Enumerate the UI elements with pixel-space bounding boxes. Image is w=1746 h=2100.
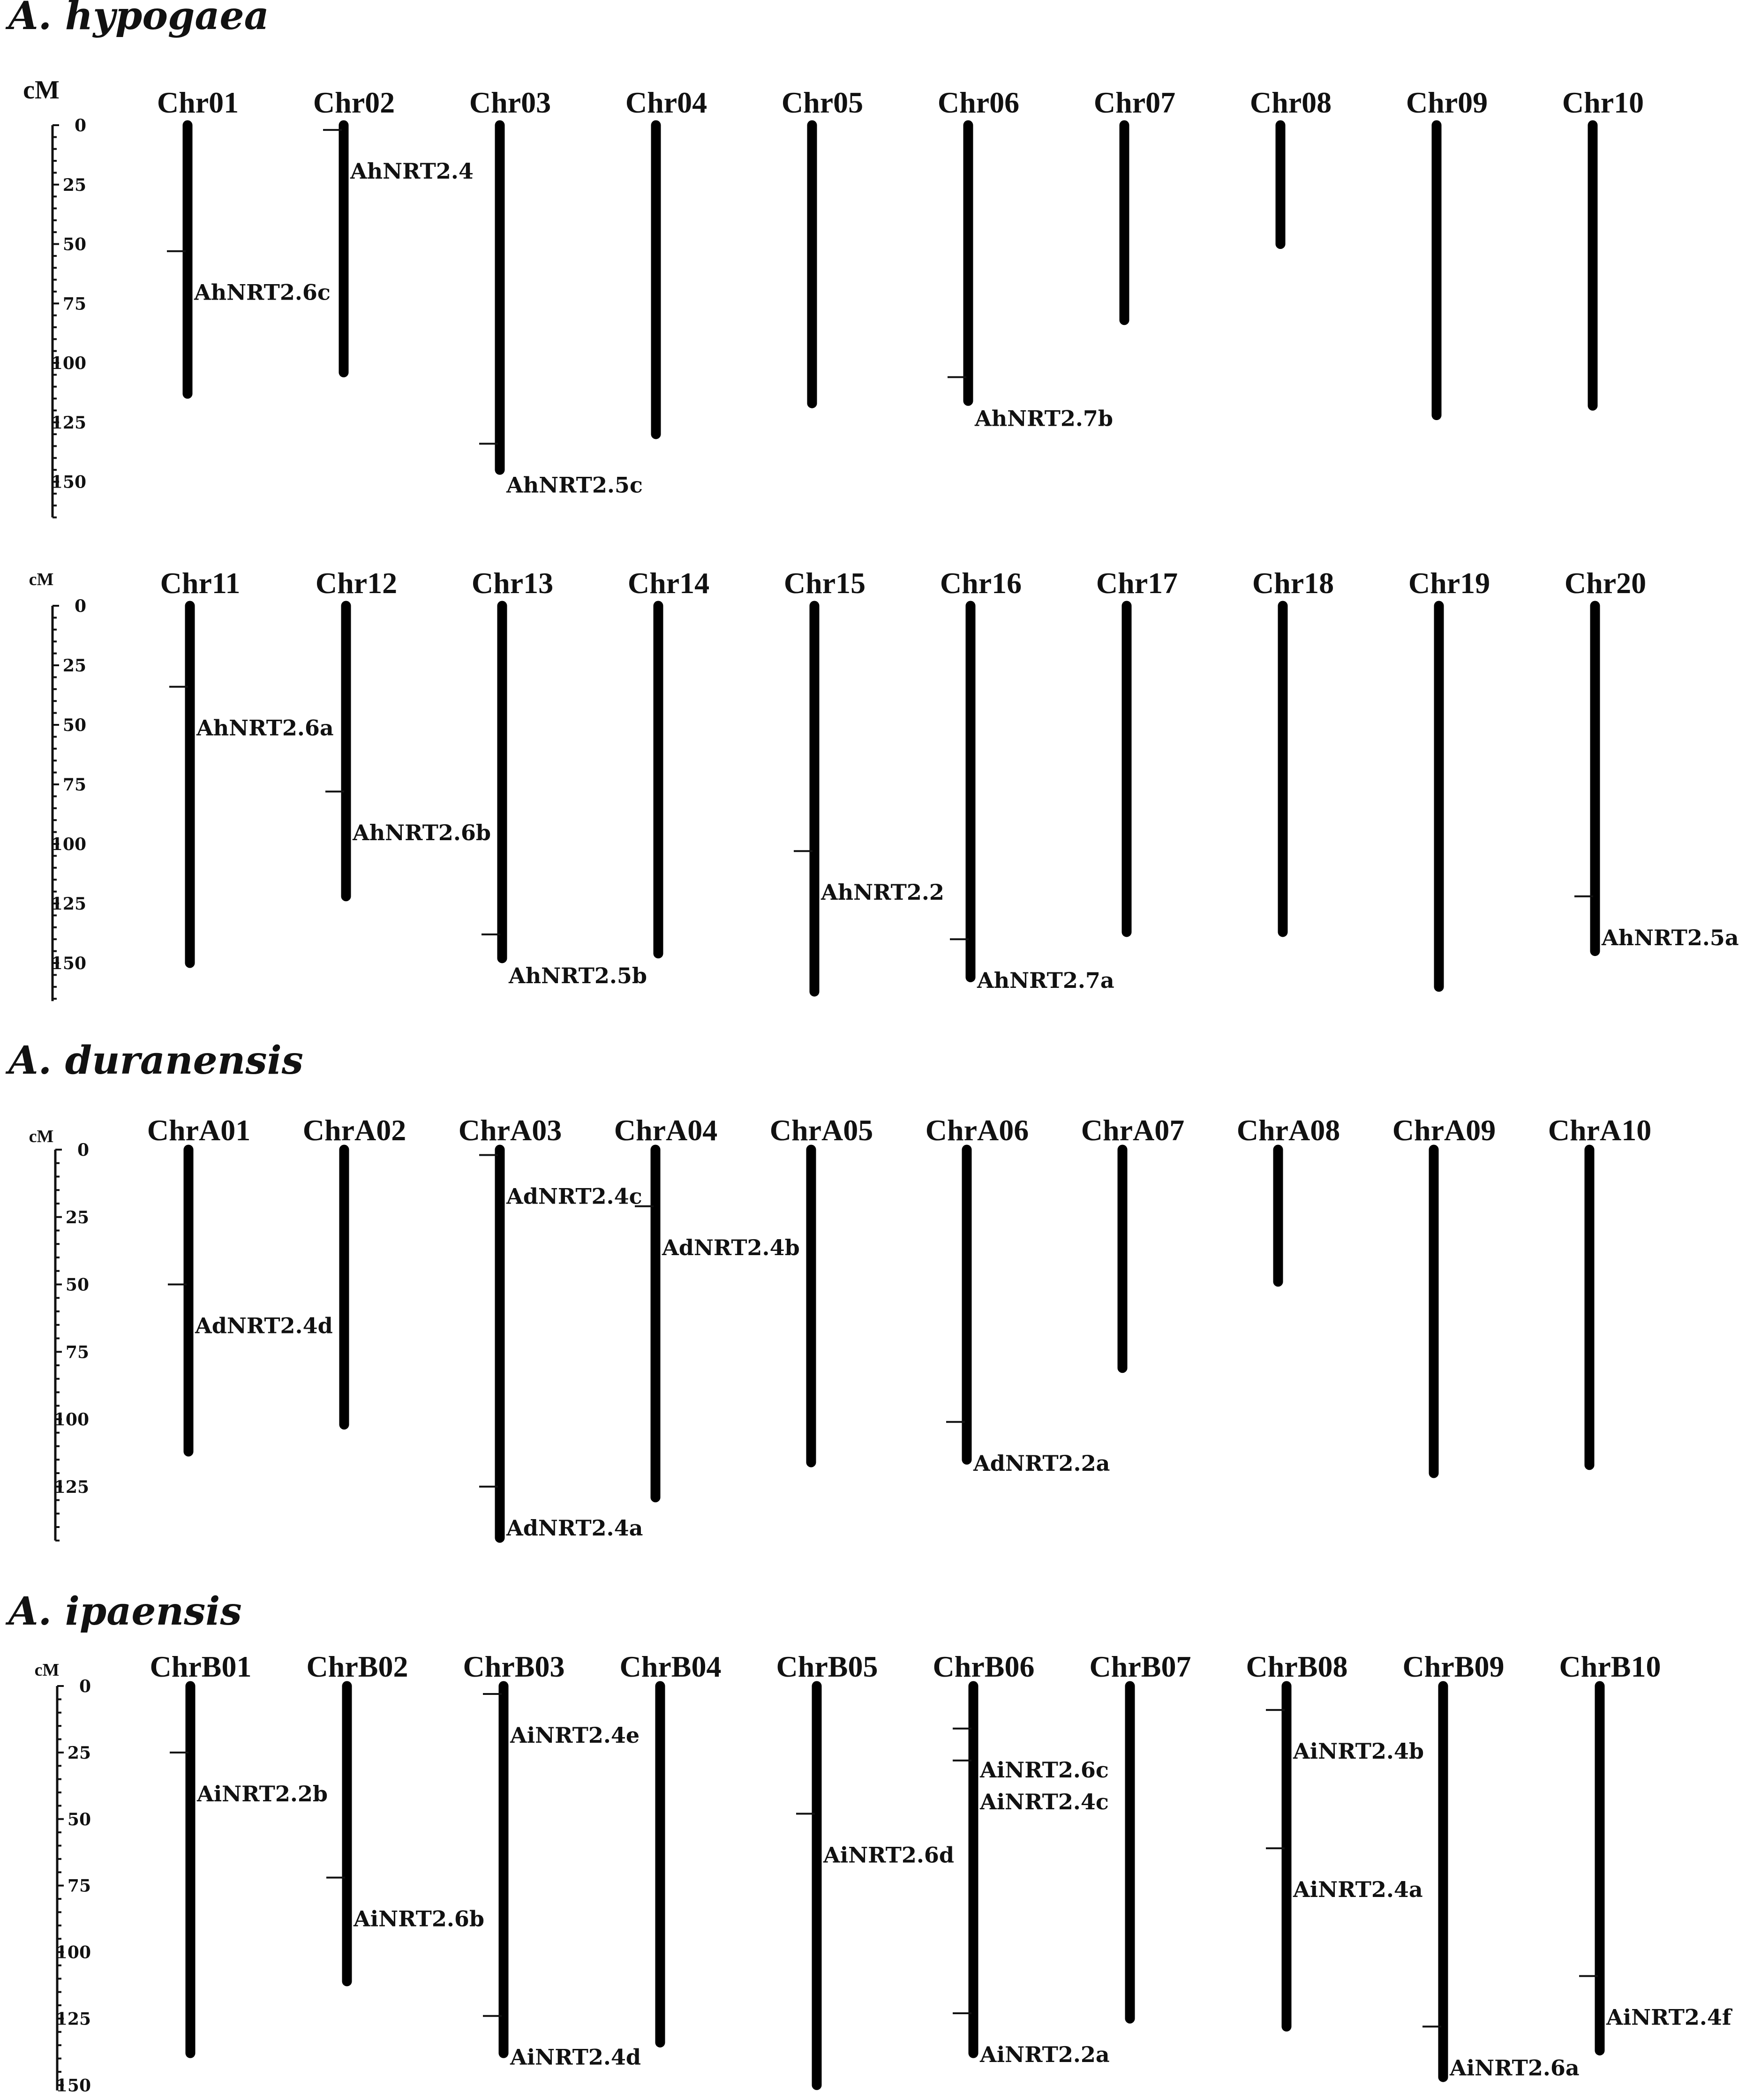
cm-scale-axis — [51, 596, 86, 1001]
axis-tick-label: 75 — [62, 294, 86, 314]
gene-label: AhNRT2.5a — [1602, 925, 1739, 950]
axis-unit-label: cM — [29, 570, 54, 589]
gene-label: AhNRT2.4 — [350, 158, 474, 184]
chromosome-label: Chr06 — [937, 86, 1020, 119]
chromosome-chra01 — [147, 1114, 333, 1452]
axis-tick-label: 125 — [53, 1477, 89, 1497]
chromosome-label: ChrB05 — [776, 1650, 878, 1683]
axis-unit-label: cM — [29, 1127, 54, 1146]
axis-tick-label: 25 — [62, 175, 86, 195]
chromosome-label: ChrA04 — [614, 1114, 718, 1147]
chromosome-label: ChrB10 — [1559, 1650, 1661, 1683]
chromosome-chr15 — [784, 566, 944, 992]
axis-tick-label: 25 — [65, 1207, 89, 1227]
panel-1 — [5, 0, 1644, 518]
species-title: A. ipaensis — [8, 1589, 242, 1634]
chromosome-label: ChrA10 — [1548, 1114, 1652, 1147]
axis-tick-label: 100 — [53, 1410, 89, 1430]
axis-tick-label: 75 — [62, 775, 86, 795]
chromosome-chr10 — [1562, 86, 1644, 406]
chromosome-label: Chr12 — [315, 566, 398, 600]
chromosome-label: ChrB07 — [1089, 1650, 1191, 1683]
cm-scale-axis — [54, 1140, 89, 1541]
axis-tick-label: 50 — [62, 234, 86, 255]
chromosome-chr03 — [469, 86, 643, 497]
chromosome-chrb09 — [1403, 1650, 1580, 2080]
chromosome-label: ChrA05 — [769, 1114, 873, 1147]
chromosome-chra04 — [614, 1114, 800, 1498]
panel-2 — [29, 566, 1739, 1001]
chromosome-chra06 — [926, 1114, 1110, 1476]
chromosome-chrb06 — [933, 1650, 1110, 2067]
chromosome-label: Chr09 — [1406, 86, 1488, 119]
chromosome-chrb01 — [150, 1650, 328, 2053]
chromosome-label: ChrA02 — [302, 1114, 406, 1147]
chromosome-label: Chr08 — [1249, 86, 1332, 119]
chromosome-label: ChrA06 — [925, 1114, 1029, 1147]
gene-label: AiNRT2.4c — [980, 1789, 1109, 1814]
chromosome-chr04 — [625, 86, 707, 434]
chromosome-chra03 — [459, 1114, 643, 1541]
chromosome-label: Chr15 — [783, 566, 866, 600]
chromosome-label: ChrB08 — [1246, 1650, 1348, 1683]
chromosome-label: ChrB04 — [619, 1650, 722, 1683]
chromosome-chr02 — [313, 86, 474, 372]
chromosome-chr13 — [472, 566, 647, 988]
chromosome-chrb02 — [307, 1650, 485, 1981]
gene-label: AhNRT2.5c — [506, 472, 643, 498]
axis-unit-label: cM — [23, 75, 60, 105]
axis-tick-label: 100 — [51, 835, 86, 854]
chromosome-chra07 — [1081, 1114, 1184, 1368]
axis-tick-label: 125 — [51, 413, 86, 433]
chromosome-chr11 — [160, 566, 334, 963]
chromosome-label: Chr04 — [625, 86, 707, 119]
gene-label: AdNRT2.4d — [195, 1313, 333, 1339]
gene-label: AiNRT2.2b — [197, 1781, 328, 1806]
gene-label: AiNRT2.6d — [823, 1842, 955, 1868]
panel-3 — [5, 1038, 1651, 1541]
gene-label: AiNRT2.4e — [510, 1723, 640, 1748]
chromosome-label: Chr20 — [1564, 566, 1647, 600]
chromosome-chr01 — [157, 86, 331, 394]
gene-label: AiNRT2.4a — [1293, 1877, 1423, 1903]
axis-tick-label: 0 — [79, 1677, 91, 1696]
gene-label: AiNRT2.4b — [1293, 1739, 1424, 1764]
chromosome-label: ChrA08 — [1236, 1114, 1340, 1147]
chromosome-label: Chr13 — [471, 566, 554, 600]
chromosome-chrb10 — [1559, 1650, 1733, 2050]
chromosome-chra09 — [1392, 1114, 1496, 1473]
chromosome-chra10 — [1548, 1114, 1651, 1465]
chromosome-label: Chr11 — [160, 566, 241, 600]
chromosome-chrb07 — [1090, 1650, 1191, 2018]
chromosome-label: ChrB09 — [1402, 1650, 1505, 1683]
axis-tick-label: 50 — [67, 1809, 91, 1829]
chromosome-chra08 — [1237, 1114, 1340, 1282]
chromosome-label: Chr01 — [157, 86, 239, 119]
gene-label: AiNRT2.6a — [1450, 2055, 1580, 2081]
chromosome-chr07 — [1094, 86, 1175, 320]
chromosome-label: Chr14 — [627, 566, 710, 600]
axis-tick-label: 125 — [51, 894, 86, 914]
gene-label: AiNRT2.4f — [1606, 2004, 1731, 2030]
chromosome-chr09 — [1406, 86, 1488, 415]
axis-tick-label: 75 — [65, 1342, 89, 1362]
axis-tick-label: 25 — [62, 656, 86, 676]
gene-label: AdNRT2.4c — [506, 1183, 642, 1209]
axis-tick-label: 50 — [62, 715, 86, 735]
gene-label: AhNRT2.7a — [977, 968, 1114, 994]
chromosome-label: Chr17 — [1096, 566, 1178, 600]
gene-label: AhNRT2.2 — [821, 880, 944, 905]
gene-label: AhNRT2.6c — [194, 279, 331, 305]
axis-tick-label: 100 — [51, 354, 86, 373]
chromosome-chr05 — [782, 86, 863, 403]
axis-tick-label: 0 — [74, 116, 86, 135]
gene-label: AhNRT2.5b — [509, 963, 647, 989]
chromosome-chrb04 — [620, 1650, 722, 2042]
gene-label: AiNRT2.2a — [980, 2042, 1110, 2068]
gene-label: AdNRT2.4a — [506, 1515, 643, 1541]
axis-tick-label: 150 — [55, 2076, 91, 2096]
chromosome-chr14 — [628, 566, 709, 954]
chromosome-chrb08 — [1246, 1650, 1424, 2026]
chromosome-chr18 — [1252, 566, 1334, 932]
gene-label: AiNRT2.6c — [980, 1757, 1109, 1783]
chromosome-chr17 — [1096, 566, 1178, 932]
axis-tick-label: 0 — [77, 1140, 89, 1160]
gene-label: AdNRT2.2a — [973, 1450, 1110, 1476]
chromosome-chra05 — [770, 1114, 873, 1462]
chromosome-chr06 — [938, 86, 1113, 431]
chromosome-chr08 — [1250, 86, 1332, 244]
chromosome-label: Chr19 — [1408, 566, 1490, 600]
chromosome-chr20 — [1565, 566, 1739, 951]
axis-tick-label: 150 — [51, 472, 86, 492]
chromosome-label: ChrA09 — [1392, 1114, 1496, 1147]
gene-label: AiNRT2.4d — [510, 2044, 641, 2070]
axis-tick-label: 50 — [65, 1275, 89, 1295]
chromosome-label: ChrB03 — [463, 1650, 565, 1683]
gene-label: AdNRT2.4b — [662, 1234, 800, 1260]
cm-scale-axis — [51, 116, 86, 518]
chromosome-chrb05 — [776, 1650, 955, 2085]
gene-label: AiNRT2.6b — [354, 1906, 485, 1932]
gene-label: AhNRT2.6a — [196, 715, 334, 741]
chromosome-chrb03 — [463, 1650, 641, 2070]
cm-scale-axis — [56, 1677, 91, 2095]
panel-4 — [5, 1589, 1733, 2095]
chromosome-label: Chr18 — [1252, 566, 1334, 600]
chromosome-label: ChrA01 — [147, 1114, 251, 1147]
axis-tick-label: 150 — [51, 954, 86, 973]
chromosome-label: Chr10 — [1562, 86, 1644, 119]
chromosome-label: ChrA07 — [1081, 1114, 1185, 1147]
axis-tick-label: 100 — [55, 1942, 91, 1963]
chromosome-label: ChrB01 — [150, 1650, 252, 1683]
chromosome-label: Chr03 — [469, 86, 551, 119]
chromosome-label: Chr07 — [1093, 86, 1176, 119]
axis-tick-label: 0 — [74, 596, 86, 616]
chromosome-chr12 — [316, 566, 491, 896]
axis-tick-label: 125 — [55, 2009, 91, 2029]
species-title: A. hypogaea — [8, 0, 269, 38]
axis-unit-label: cM — [34, 1660, 60, 1680]
chromosome-label: Chr02 — [313, 86, 395, 119]
chromosome-chra02 — [303, 1114, 406, 1425]
chromosome-label: ChrB06 — [933, 1650, 1035, 1683]
chromosome-label: ChrB02 — [306, 1650, 408, 1683]
species-title: A. duranensis — [8, 1038, 303, 1083]
axis-tick-label: 75 — [67, 1876, 91, 1896]
gene-label: AhNRT2.6b — [353, 820, 491, 846]
gene-label: AhNRT2.7b — [975, 406, 1114, 431]
axis-tick-label: 25 — [67, 1743, 91, 1763]
chromosome-label: Chr16 — [940, 566, 1022, 600]
chromosome-chr16 — [940, 566, 1114, 993]
chromosome-chr19 — [1408, 566, 1490, 987]
chromosome-label: ChrA03 — [458, 1114, 562, 1147]
chromosome-label: Chr05 — [781, 86, 864, 119]
